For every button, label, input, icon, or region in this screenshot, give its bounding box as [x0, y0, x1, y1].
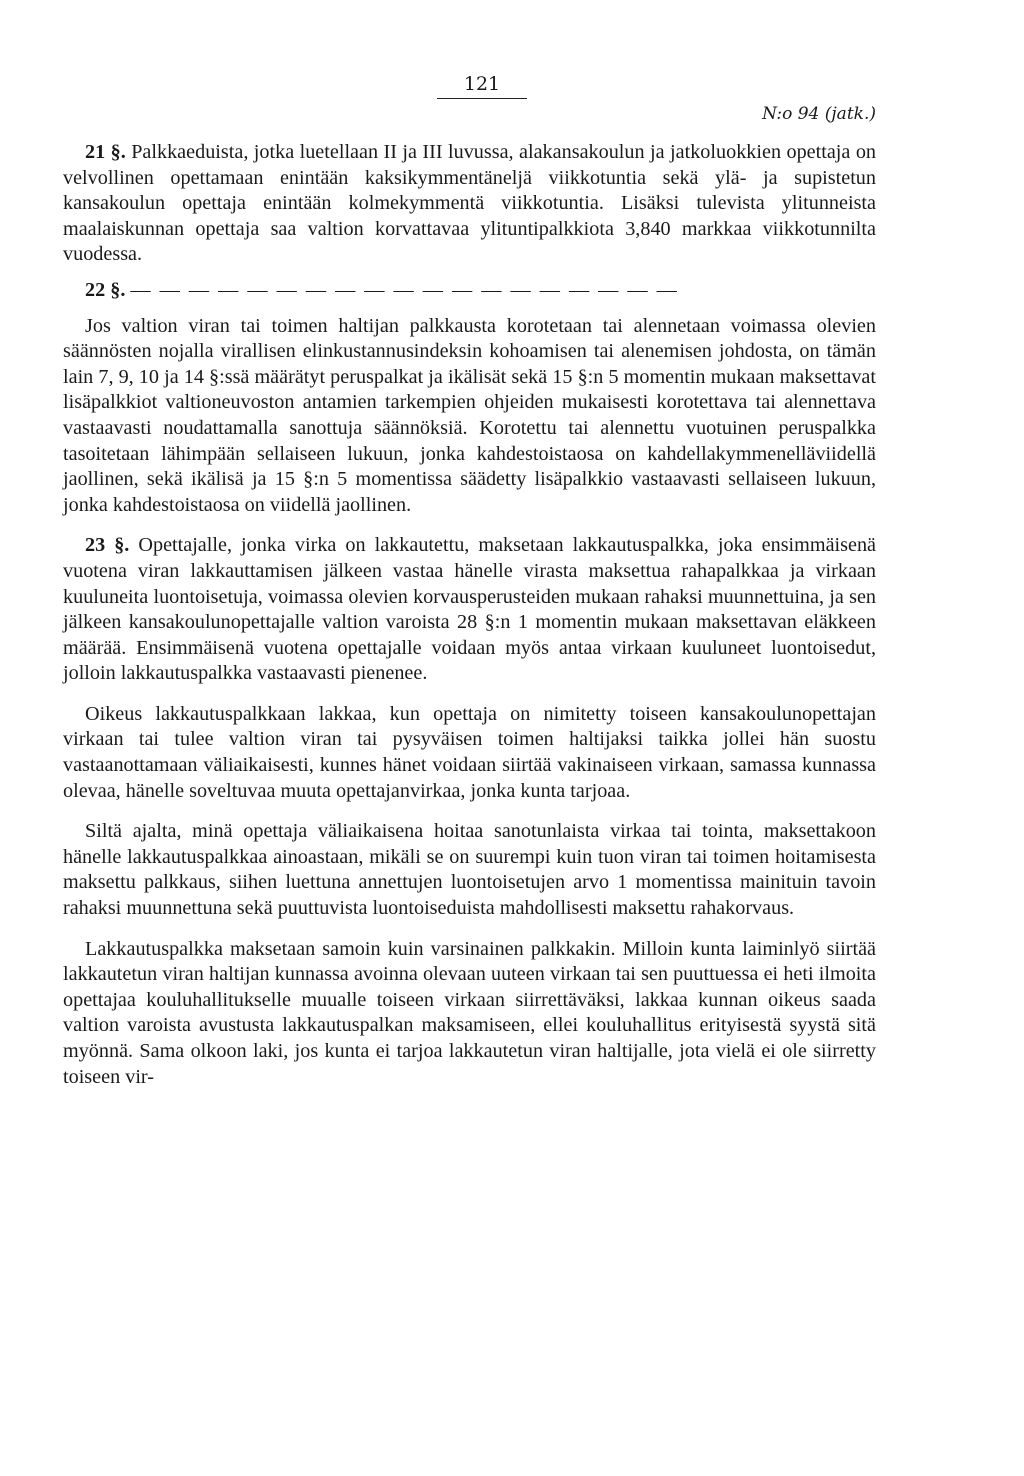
paragraph-section-22: [63, 278, 876, 304]
paragraph-temporary-post: [63, 819, 876, 921]
paragraph-right-termination: [63, 702, 876, 804]
paragraph-section-21: [63, 140, 876, 268]
paragraph-text: Opettajalle, jonka virka on lakkautettu, maksetaan lakkautuspalkka, joka ensimmäisenä vuotena viran lakkauttamisen jälkeen vastaa hänelle virasta maksettua rahapalkkaa ja virkaan kuuluneita luontoisetuja, voimassa olevien korvausperusteiden mukaan rahaksi muunnettuina, ja sen jälkeen kansakoulunopettajalle valtion varoista 28 §:n 1 momentin mukaan maksettavan eläkkeen määrää. Ensimmäisenä vuotena opettajalle voidaan myös antaa virkaan kuuluneet luontoisedut, jolloin lakkautuspalkka vastaavasti pienenee.: [63, 534, 877, 685]
paragraph-text: Siltä ajalta, minä opettaja väliaikaisena hoitaa sanotunlaista virkaa tai tointa, maksettakoon hänelle lakkautuspalkkaa ainoastaan, mikäli se on suurempi kuin tuon viran tai toimen hoitamisesta maksettu palkkaus, siihen luettuna annettujen luontoisetujen arvo 1 momentissa mainituin tavoin rahaksi muunnettuna sekä puuttuvista luontoiseduista mahdollisesti maksettu rahakorvaus.: [63, 820, 876, 920]
page-number: 121: [437, 72, 527, 99]
paragraph-index-adjustment: [63, 314, 876, 519]
paragraph-text: Oikeus lakkautuspalkkaan lakkaa, kun opettaja on nimitetty toiseen kansakoulunopettajan virkaan tai tulee valtion viran tai pysyväisen toimen haltijaksi taikka jollei hän suostu vastaanottamaan väliaikaisesti, kunnes hänet voidaan siirtää vakinaiseen virkaan, samassa kunnassa olevaa, hänelle soveltuvaa muuta opettajanvirkaa, jonka kunta tarjoaa.: [63, 702, 876, 802]
paragraph-text: Lakkautuspalkka maksetaan samoin kuin varsinainen palkkakin. Milloin kunta laiminlyö siirtää lakkautetun viran haltijan kunnassa avoinna olevaan uuteen virkaan tai sen puuttuessa ei heti ilmoita opettajaa kouluhallitukselle muualle toiseen virkaan siirrettäväksi, lakkaa kunnan oikeus saada valtion varoista avustusta lakkautuspalkan maksamiseen, ellei kouluhallitus erityisestä syystä sitä myönnä. Sama olkoon laki, jos kunta ei tarjoa lakkautetun viran haltijalle, jota vielä ei ole siirretty toiseen vir-: [63, 937, 876, 1088]
running-head: N:o 94 (jatk.): [762, 104, 876, 124]
document-body: [63, 140, 876, 1090]
omitted-text-dashes: — — — — — — — — — — — — — — — — — — —: [130, 278, 679, 301]
paragraph-payment: [63, 937, 876, 1091]
section-mark: 23 §.: [85, 534, 130, 557]
section-mark: 21 §.: [85, 141, 126, 163]
paragraph-text: Palkkaeduista, jotka luetellaan II ja III luvussa, alakansakoulun ja jatkoluokkien opettaja on velvollinen opettamaan enintään kaksikymmentäneljä viikkotuntia sekä ylä- ja supistetun kansakoulun opettaja enintään kolmekymmentä viikkotuntia. Lisäksi tulevista ylitunneista maalaiskunnan opettaja saa valtion korvattavaa ylituntipalkkiota 3,840 markkaa viikkotunnilta vuodessa.: [63, 141, 877, 266]
section-mark: 22 §.: [85, 278, 126, 301]
paragraph-text: Jos valtion viran tai toimen haltijan palkkausta korotetaan tai alennetaan voimassa olevien säännösten nojalla virallisen elinkustannusindeksin kohoamisen tai alenemisen johdosta, on tämän lain 7, 9, 10 ja 14 §:ssä määrätyt peruspalkat ja ikälisät sekä 15 §:n 5 momentin mukaan maksettavat lisäpalkkiot valtioneuvoston antamien tarkempien ohjeiden mukaisesti korotettava tai alennettava vastaavasti noudattamalla sanottuja säännöksiä. Korotettu tai alennettu vuotuinen peruspalkka tasoitetaan lähimpään sellaiseen lukuun, jonka kahdestoistaosa on kahdellakymmenelläviidellä jaollinen, sekä ikälisä ja 15 §:n 5 momentissa säädetty lisäpalkkio vastaavasti sellaiseen lukuun, jonka kahdestoistaosa on viidellä jaollinen.: [63, 314, 876, 516]
paragraph-section-23: [63, 533, 876, 687]
